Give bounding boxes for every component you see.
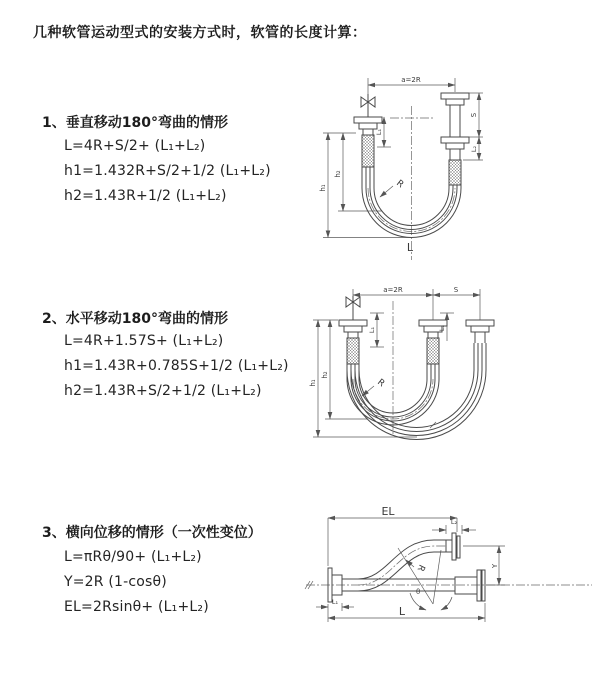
dim-label-el: EL xyxy=(381,505,395,518)
formula-line: EL=2Rsinθ+ (L₁+L₂) xyxy=(64,599,209,615)
braided-hose-section xyxy=(362,135,374,167)
formula-line: h2=1.43R+1/2 (L₁+L₂) xyxy=(64,188,227,204)
dim-label-h1: h₁ xyxy=(309,379,317,387)
diagram-horizontal-180-bend xyxy=(310,283,600,468)
dim-label-l2: L₂ xyxy=(438,324,446,332)
dim-label-radius: R xyxy=(394,178,406,191)
dim-label-radius: R xyxy=(414,562,427,573)
braided-hose-section xyxy=(449,160,461,185)
diagram-lateral-displacement xyxy=(300,500,600,660)
formula-line: L=4R+S/2+ (L₁+L₂) xyxy=(64,138,206,154)
braided-hose-section xyxy=(427,338,439,364)
dim-label-length: L xyxy=(398,605,406,618)
braided-hose-section xyxy=(347,338,359,364)
dim-label-s: S xyxy=(470,112,478,118)
dim-label-radius: R xyxy=(375,377,387,390)
formula-line: L=πRθ/90+ (L₁+L₂) xyxy=(64,549,202,565)
section-2-heading: 2、水平移动180°弯曲的情形 xyxy=(42,311,228,327)
dim-label-l1: L₁ xyxy=(368,326,376,334)
dim-label-span: a=2R xyxy=(401,76,421,84)
dim-label-h2: h₂ xyxy=(321,371,329,379)
diagram-vertical-180-bend xyxy=(310,70,592,268)
dim-label-l2: L₂ xyxy=(470,145,478,153)
hose-assembly-drawing xyxy=(339,296,494,440)
hose-assembly-drawing xyxy=(328,533,485,602)
formula-line: h2=1.43R+S/2+1/2 (L₁+L₂) xyxy=(64,383,262,399)
formula-line: h1=1.432R+S/2+1/2 (L₁+L₂) xyxy=(64,163,271,179)
formula-line: Y=2R (1-cosθ) xyxy=(64,574,167,590)
formula-line: h1=1.43R+0.785S+1/2 (L₁+L₂) xyxy=(64,358,289,374)
dim-label-l2: L₂ xyxy=(450,518,458,526)
formula-line: L=4R+1.57S+ (L₁+L₂) xyxy=(64,333,224,349)
dim-label-h2: h₂ xyxy=(334,170,342,178)
dim-label-s: S xyxy=(453,286,459,294)
dim-label-length: L xyxy=(406,241,414,254)
dimension-lines xyxy=(313,289,480,437)
dim-label-h1: h₁ xyxy=(319,184,327,192)
section-1-heading: 1、垂直移动180°弯曲的情形 xyxy=(42,115,228,131)
dim-label-l1: L₁ xyxy=(375,128,383,136)
dim-label-l1: L₁ xyxy=(331,598,339,606)
dim-label-span: a=2R xyxy=(383,286,403,294)
section-3-heading: 3、横向位移的情形（一次性变位） xyxy=(42,525,262,541)
page-title: 几种软管运动型式的安装方式时，软管的长度计算： xyxy=(33,25,367,41)
dimension-lines xyxy=(323,78,483,238)
dim-label-y: Y xyxy=(491,563,499,569)
dim-label-theta: θ xyxy=(416,588,421,596)
